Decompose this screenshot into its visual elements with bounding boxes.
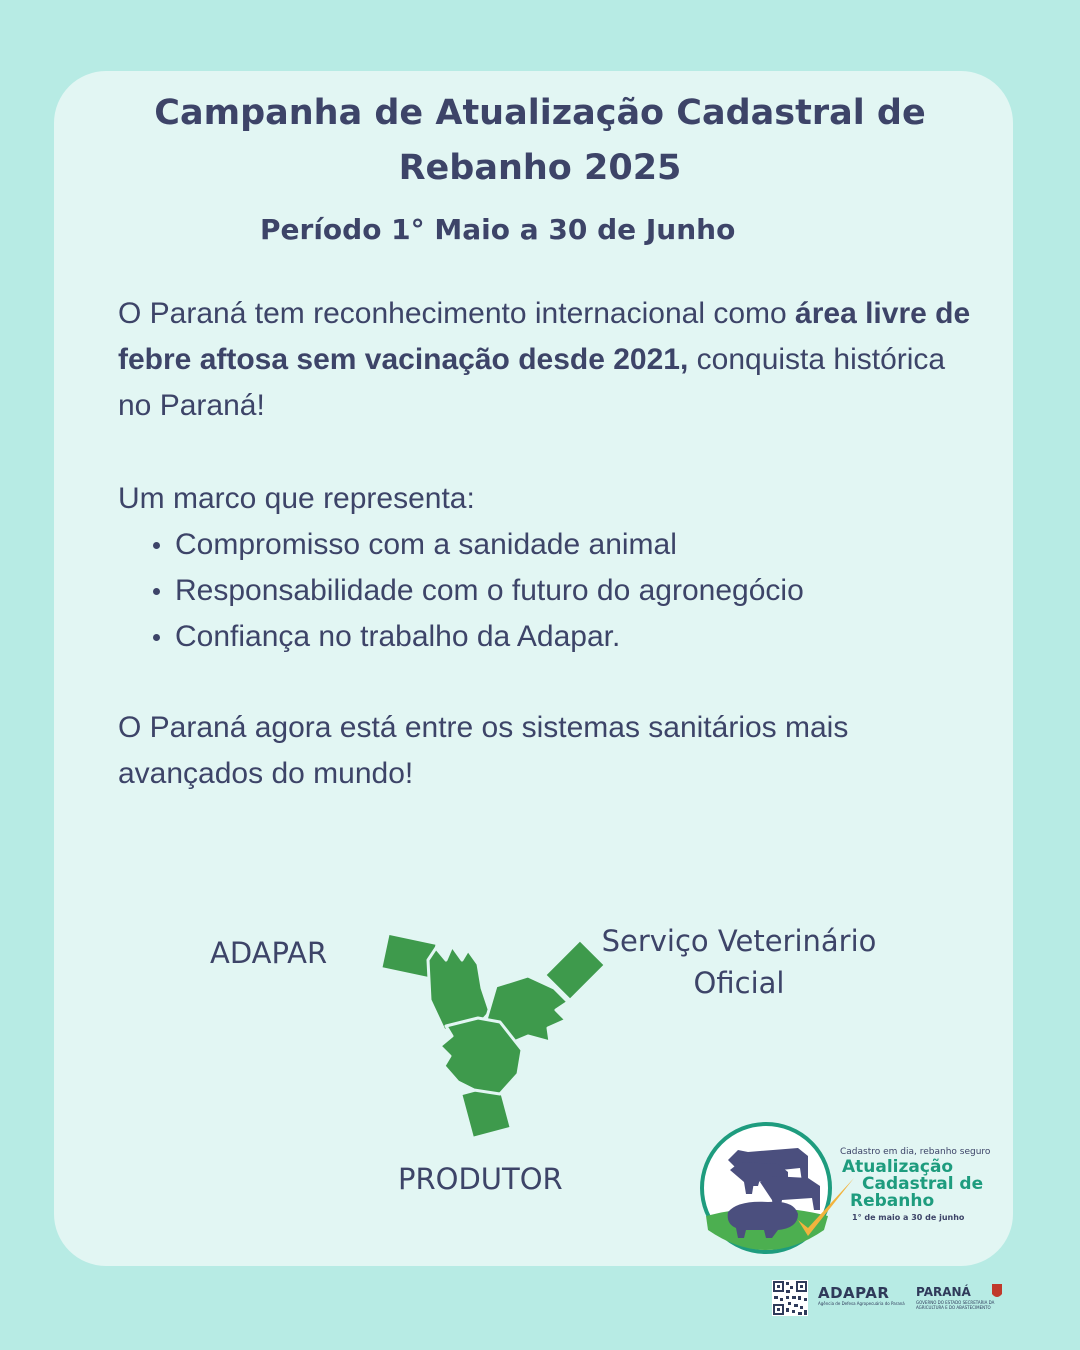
bullet-icon: [153, 588, 160, 595]
title-line-2: Rebanho 2025: [398, 148, 682, 188]
list-item: [118, 568, 804, 614]
list-item: [118, 614, 804, 660]
title-line-1: Campanha de Atualização Cadastral de: [154, 93, 926, 133]
list-item-text: Responsabilidade com o futuro do agronegócio: [175, 574, 804, 607]
service-line-2: Oficial: [693, 966, 785, 1000]
united-hands-icon: [378, 930, 610, 1140]
campaign-logo-text: [840, 1147, 1020, 1222]
footer-adapar-logo: ADAPAR: [818, 1284, 890, 1302]
logo-dates: 1° de maio a 30 de junho: [852, 1213, 965, 1222]
intro-text-a: O Paraná tem reconhecimento internacional como: [118, 297, 796, 330]
logo-title-line-2: Cadastral de: [862, 1174, 984, 1194]
milestone-lead: Um marco que representa:: [118, 482, 475, 515]
partner-label-producer: PRODUTOR: [398, 1162, 563, 1196]
service-line-1: Serviço Veterinário: [601, 924, 877, 958]
footer-parana-logo: PARANÁ: [916, 1285, 971, 1299]
closing-paragraph: O Paraná agora está entre os sistemas sanitários mais avançados do mundo!: [118, 711, 849, 790]
list-item-text: Confiança no trabalho da Adapar.: [175, 620, 621, 653]
intro-paragraph: [118, 291, 978, 429]
logo-title: [840, 1159, 1020, 1210]
bullet-icon: [153, 542, 160, 549]
qr-code-icon: [772, 1280, 808, 1316]
logo-title-line-1: Atualização: [842, 1157, 954, 1177]
page-title: [0, 86, 1080, 196]
campaign-period: Período 1° Maio a 30 de Junho: [260, 213, 736, 246]
milestone-list: [118, 522, 804, 660]
partner-label-service: [600, 920, 878, 1004]
parana-crest-icon: [992, 1284, 1002, 1297]
list-item-text: Compromisso com a sanidade animal: [175, 528, 677, 561]
footer-parana-subtitle: GOVERNO DO ESTADO SECRETARIA DA AGRICULTURA E DO ABASTECIMENTO: [916, 1300, 995, 1310]
list-item: [118, 522, 804, 568]
bullet-icon: [153, 634, 160, 641]
intro-text-bold: área livre de febre aftosa sem vacinação desde 2021,: [118, 297, 971, 376]
logo-tagline: Cadastro em dia, rebanho seguro: [840, 1147, 991, 1157]
partner-label-adapar: ADAPAR: [210, 936, 328, 970]
logo-title-line-3: Rebanho: [850, 1191, 935, 1211]
footer-adapar-subtitle: Agência de Defesa Agropecuária do Paraná: [818, 1301, 905, 1306]
intro-text-b: conquista histórica no Paraná!: [118, 343, 946, 422]
footer-qr: [770, 1278, 1010, 1320]
